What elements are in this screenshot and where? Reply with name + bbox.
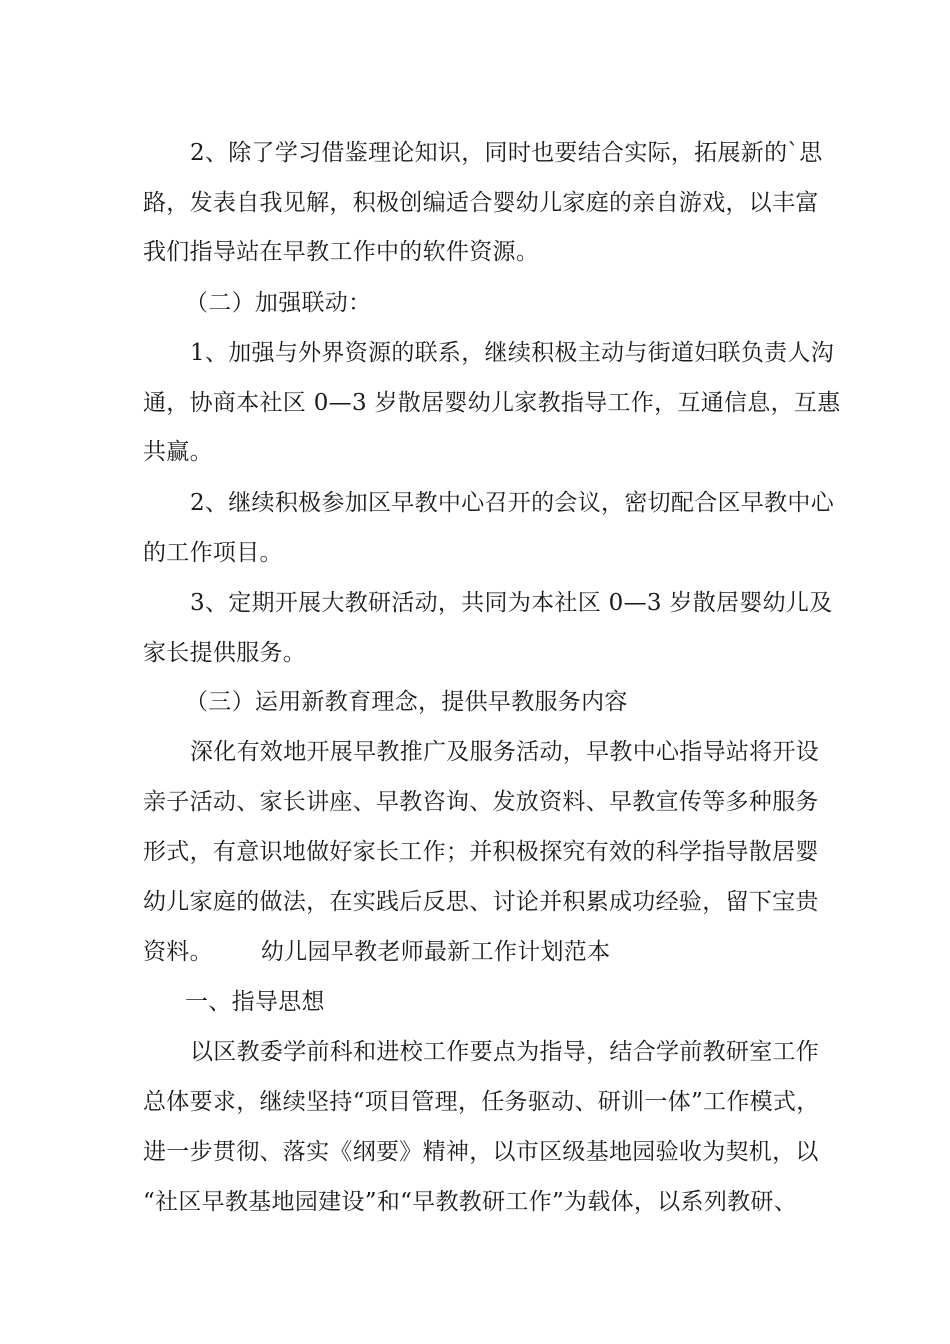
paragraph-line: 亲子活动、家长讲座、早教咨询、发放资料、早教宣传等多种服务 — [143, 789, 819, 815]
section-heading: （二）加强联动： — [185, 290, 372, 316]
paragraph-line: 通，协商本社区 0—3 岁散居婴幼儿家教指导工作，互通信息，互惠 — [143, 390, 841, 416]
paragraph-line: 2、除了学习借鉴理论知识，同时也要结合实际，拓展新的`思 — [190, 140, 823, 166]
section-heading: 一、指导思想 — [185, 989, 325, 1015]
paragraph-line: 3、定期开展大教研活动，共同为本社区 0—3 岁散居婴幼儿及 — [190, 590, 833, 616]
paragraph-line: 以区教委学前科和进校工作要点为指导，结合学前教研室工作 — [190, 1039, 820, 1065]
paragraph-line: 的工作项目。 — [143, 540, 283, 566]
paragraph-line: 进一步贯彻、落实《纲要》精神，以市区级基地园验收为契机，以 — [143, 1139, 819, 1165]
paragraph-line: 1、加强与外界资源的联系，继续积极主动与街道妇联负责人沟 — [190, 340, 835, 366]
section-heading: （三）运用新教育理念，提供早教服务内容 — [185, 689, 628, 715]
paragraph-line — [143, 937, 610, 967]
paragraph-line: 2、继续积极参加区早教中心召开的会议，密切配合区早教中心 — [190, 490, 835, 516]
paragraph-line: 路，发表自我见解，积极创编适合婴幼儿家庭的亲自游戏，以丰富 — [143, 190, 819, 216]
paragraph-line: 我们指导站在早教工作中的软件资源。 — [143, 239, 540, 265]
paragraph-line: 共赢。 — [143, 439, 213, 465]
paragraph-line: 幼儿家庭的做法，在实践后反思、讨论并积累成功经验，留下宝贵 — [143, 889, 819, 915]
paragraph-line: 总体要求，继续坚持“项目管理，任务驱动、研训一体”工作模式， — [143, 1089, 820, 1115]
paragraph-line: 形式，有意识地做好家长工作；并积极探究有效的科学指导散居婴 — [143, 839, 819, 865]
paragraph-end-text: 资料。 — [143, 939, 213, 965]
document-title: 幼儿园早教老师最新工作计划范本 — [260, 939, 611, 965]
paragraph-line: 深化有效地开展早教推广及服务活动，早教中心指导站将开设 — [190, 739, 820, 765]
paragraph-line: 家长提供服务。 — [143, 640, 307, 666]
paragraph-line: “社区早教基地园建设”和“早教教研工作”为载体，以系列教研、 — [143, 1189, 798, 1215]
